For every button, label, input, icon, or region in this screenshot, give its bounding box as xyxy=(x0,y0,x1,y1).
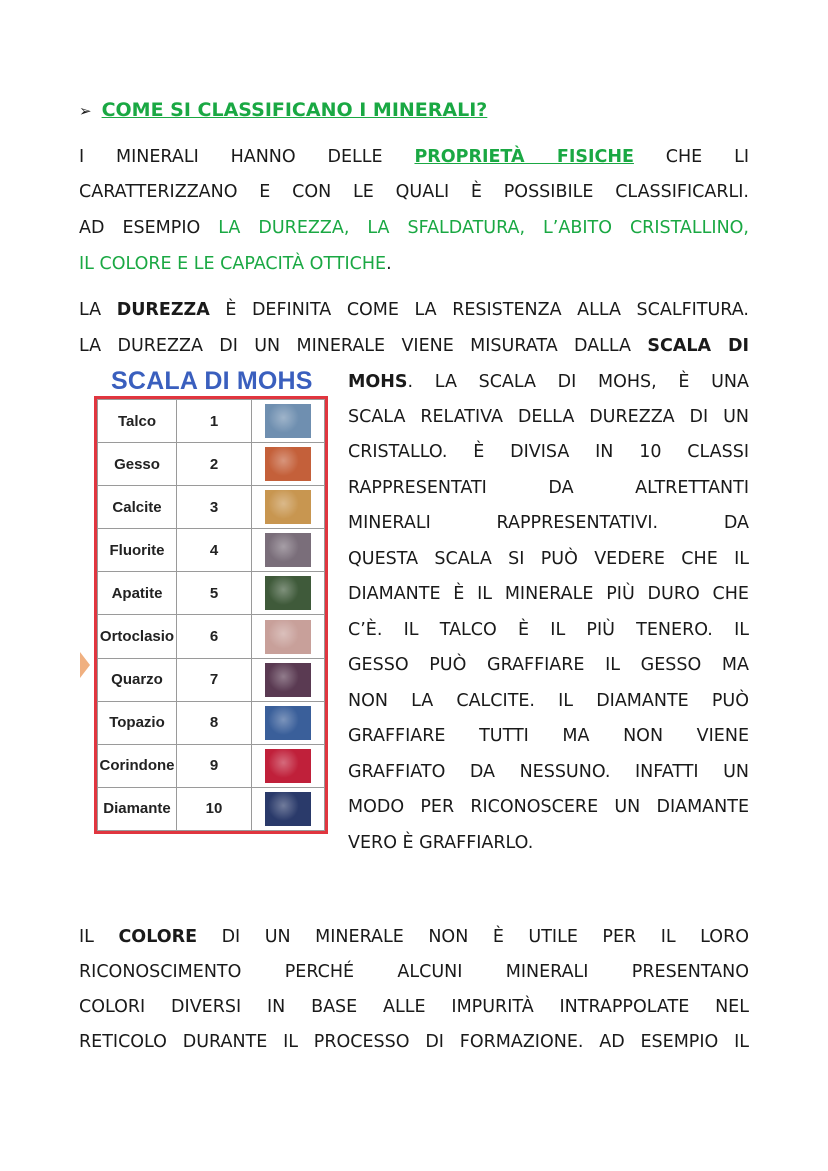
mineral-name: Diamante xyxy=(98,787,177,830)
mohs-row xyxy=(98,443,325,486)
section-heading xyxy=(79,98,487,123)
arrow-bullet-icon: ➢ xyxy=(79,102,92,120)
mineral-name: Quarzo xyxy=(98,658,177,701)
para2-line-2: LA DUREZZA DI UN MINERALE VIENE MISURATA DALLA SCALA DI xyxy=(79,336,749,356)
heading-text: COME SI CLASSIFICANO I MINERALI? xyxy=(101,99,488,121)
para1-line-4: IL COLORE E LE CAPACITÀ OTTICHE. xyxy=(79,254,392,274)
para2-wrap-line: GESSO PUÒ GRAFFIARE IL GESSO MA xyxy=(348,655,749,675)
para2-wrap-line: RAPPRESENTATI DA ALTRETTANTI xyxy=(348,478,749,498)
physical-properties-link: PROPRIETÀ FISICHE xyxy=(414,147,634,167)
mohs-row xyxy=(98,529,325,572)
para2-wrap-line: NON LA CALCITE. IL DIAMANTE PUÒ xyxy=(348,691,749,711)
mineral-photo xyxy=(265,447,311,481)
para2-wrap-line: C’È. IL TALCO È IL PIÙ TENERO. IL xyxy=(348,620,749,640)
hardness-value: 5 xyxy=(177,572,252,615)
mohs-scale-title: SCALA DI MOHS xyxy=(111,367,313,395)
para2-wrap-line: DIAMANTE È IL MINERALE PIÙ DURO CHE xyxy=(348,584,749,604)
para2-line-3: MOHS. LA SCALA DI MOHS, È UNA xyxy=(348,372,749,392)
para2-wrap-line: GRAFFIARE TUTTI MA NON VIENE xyxy=(348,726,749,746)
hardness-value: 3 xyxy=(177,486,252,529)
mineral-name: Fluorite xyxy=(98,529,177,572)
mineral-name: Apatite xyxy=(98,572,177,615)
mohs-scale-table xyxy=(94,396,328,834)
mohs-row xyxy=(98,615,325,658)
page-side-marker xyxy=(80,652,90,678)
hardness-value: 2 xyxy=(177,443,252,486)
mohs-row xyxy=(98,486,325,529)
hardness-value: 8 xyxy=(177,701,252,744)
mineral-name: Topazio xyxy=(98,701,177,744)
hardness-value: 4 xyxy=(177,529,252,572)
mineral-photo xyxy=(265,576,311,610)
mineral-photo xyxy=(265,404,311,438)
mohs-row xyxy=(98,744,325,787)
para2-wrap-line: CRISTALLO. È DIVISA IN 10 CLASSI xyxy=(348,442,749,462)
mineral-photo xyxy=(265,533,311,567)
para1-line-1: I MINERALI HANNO DELLE PROPRIETÀ FISICHE CHE LI xyxy=(79,147,749,167)
hardness-value: 9 xyxy=(177,744,252,787)
para3-line-3: COLORI DIVERSI IN BASE ALLE IMPURITÀ INTRAPPOLATE NEL xyxy=(79,997,749,1017)
mineral-photo xyxy=(265,490,311,524)
mineral-name: Ortoclasio xyxy=(98,615,177,658)
para3-line-2: RICONOSCIMENTO PERCHÉ ALCUNI MINERALI PRESENTANO xyxy=(79,962,749,982)
mineral-name: Corindone xyxy=(98,744,177,787)
hardness-value: 6 xyxy=(177,615,252,658)
para2-wrap-line: MODO PER RICONOSCERE UN DIAMANTE xyxy=(348,797,749,817)
mineral-photo xyxy=(265,663,311,697)
mineral-photo xyxy=(265,706,311,740)
mohs-row xyxy=(98,787,325,830)
hardness-value: 1 xyxy=(177,400,252,443)
mineral-photo xyxy=(265,749,311,783)
hardness-value: 7 xyxy=(177,658,252,701)
para2-line-1: LA DUREZZA È DEFINITA COME LA RESISTENZA ALLA SCALFITURA. xyxy=(79,300,749,320)
para3-line-1: IL COLORE DI UN MINERALE NON È UTILE PER IL LORO xyxy=(79,927,749,947)
para1-line-3: AD ESEMPIO LA DUREZZA, LA SFALDATURA, L’ABITO CRISTALLINO, xyxy=(79,218,749,238)
mineral-name: Talco xyxy=(98,400,177,443)
para2-last-line: VERO È GRAFFIARLO. xyxy=(348,833,534,853)
para2-wrap-line: MINERALI RAPPRESENTATIVI. DA xyxy=(348,513,749,533)
mohs-row xyxy=(98,701,325,744)
para2-wrap-line: GRAFFIATO DA NESSUNO. INFATTI UN xyxy=(348,762,749,782)
mineral-name: Gesso xyxy=(98,443,177,486)
para3-line-4: RETICOLO DURANTE IL PROCESSO DI FORMAZIONE. AD ESEMPIO IL xyxy=(79,1032,749,1052)
mineral-photo xyxy=(265,620,311,654)
mohs-row xyxy=(98,658,325,701)
para2-wrap-line: SCALA RELATIVA DELLA DUREZZA DI UN xyxy=(348,407,749,427)
mohs-row xyxy=(98,400,325,443)
mohs-row xyxy=(98,572,325,615)
para1-line-2: CARATTERIZZANO E CON LE QUALI È POSSIBILE CLASSIFICARLI. xyxy=(79,182,749,202)
para2-wrap-line: QUESTA SCALA SI PUÒ VEDERE CHE IL xyxy=(348,549,749,569)
hardness-value: 10 xyxy=(177,787,252,830)
mineral-name: Calcite xyxy=(98,486,177,529)
mineral-photo xyxy=(265,792,311,826)
